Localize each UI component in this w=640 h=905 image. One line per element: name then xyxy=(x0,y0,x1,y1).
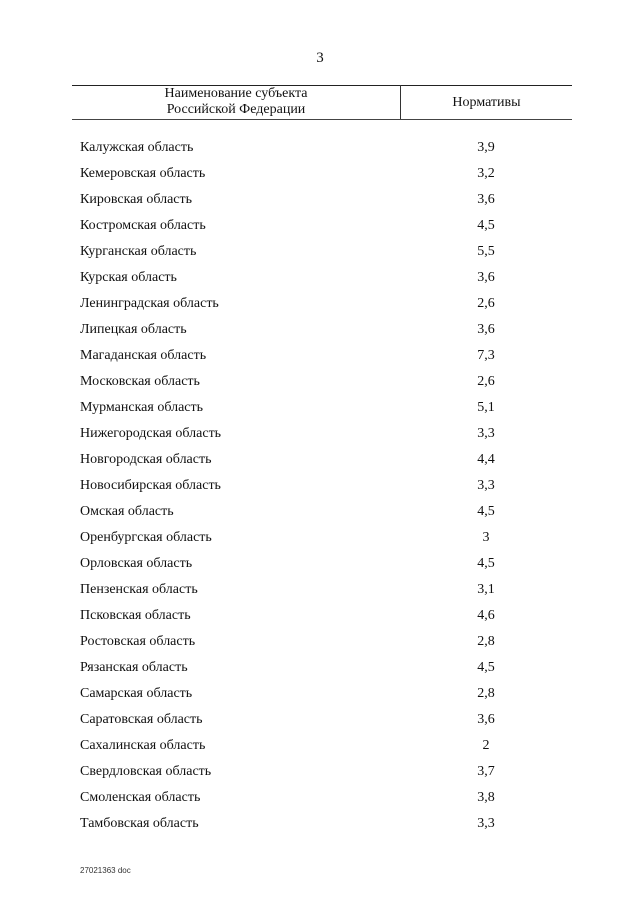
region-name: Нижегородская область xyxy=(80,426,222,441)
norm-value: 4,5 xyxy=(477,504,495,519)
region-name: Калужская область xyxy=(80,140,194,155)
document-code: 27021363 doc xyxy=(80,866,131,875)
norm-value: 5,5 xyxy=(477,244,495,259)
region-name: Магаданская область xyxy=(80,348,207,363)
region-name: Омская область xyxy=(80,504,174,519)
table-row xyxy=(0,735,640,761)
norm-value: 3,6 xyxy=(477,712,495,727)
region-name: Ростовская область xyxy=(80,634,196,649)
norm-value: 4,4 xyxy=(477,452,495,467)
norm-value: 4,5 xyxy=(477,556,495,571)
region-name: Оренбургская область xyxy=(80,530,212,545)
norm-value: 3,3 xyxy=(477,426,495,441)
region-name: Новосибирская область xyxy=(80,478,221,493)
region-name: Псковская область xyxy=(80,608,191,623)
region-name: Мурманская область xyxy=(80,400,204,415)
region-name: Пензенская область xyxy=(80,582,198,597)
region-name: Кировская область xyxy=(80,192,193,207)
table-row xyxy=(0,787,640,813)
table-row xyxy=(0,553,640,579)
table-row xyxy=(0,579,640,605)
table-row xyxy=(0,423,640,449)
table-row xyxy=(0,631,640,657)
column-header-value: Нормативы xyxy=(452,95,521,110)
region-name: Самарская область xyxy=(80,686,193,701)
table-row xyxy=(0,527,640,553)
table-row xyxy=(0,683,640,709)
norm-value: 3,6 xyxy=(477,192,495,207)
table-row xyxy=(0,397,640,423)
header-rule-bottom xyxy=(72,119,572,120)
norm-value: 3,1 xyxy=(477,582,495,597)
region-name: Тамбовская область xyxy=(80,816,199,831)
norm-value: 3,2 xyxy=(477,166,495,181)
table-row xyxy=(0,345,640,371)
norm-value: 3,6 xyxy=(477,322,495,337)
norm-value: 2,6 xyxy=(477,374,495,389)
table-row xyxy=(0,241,640,267)
region-name: Орловская область xyxy=(80,556,193,571)
norm-value: 5,1 xyxy=(477,400,495,415)
norm-value: 4,5 xyxy=(477,218,495,233)
region-name: Липецкая область xyxy=(80,322,187,337)
table-row xyxy=(0,605,640,631)
table-row xyxy=(0,813,640,839)
table-row xyxy=(0,449,640,475)
norm-value: 2,6 xyxy=(477,296,495,311)
norm-value: 2,8 xyxy=(477,686,495,701)
table-body xyxy=(0,137,640,839)
norm-value: 2,8 xyxy=(477,634,495,649)
table-row xyxy=(0,761,640,787)
table-row xyxy=(0,657,640,683)
norm-value: 3,6 xyxy=(477,270,495,285)
page-number: 3 xyxy=(316,50,324,66)
norm-value: 3,8 xyxy=(477,790,495,805)
region-name: Московская область xyxy=(80,374,200,389)
column-header-name xyxy=(72,86,400,118)
column-header-name-line2: Российской Федерации xyxy=(166,102,306,117)
region-name: Кемеровская область xyxy=(80,166,206,181)
norm-value: 4,6 xyxy=(477,608,495,623)
table-row xyxy=(0,215,640,241)
table-row xyxy=(0,137,640,163)
norm-value: 3 xyxy=(482,530,490,545)
region-name: Сахалинская область xyxy=(80,738,206,753)
region-name: Ленинградская область xyxy=(80,296,219,311)
region-name: Саратовская область xyxy=(80,712,203,727)
region-name: Свердловская область xyxy=(80,764,212,779)
table-row xyxy=(0,709,640,735)
norm-value: 3,3 xyxy=(477,478,495,493)
table-row xyxy=(0,319,640,345)
region-name: Рязанская область xyxy=(80,660,188,675)
table-row xyxy=(0,501,640,527)
norm-value: 3,3 xyxy=(477,816,495,831)
table-row xyxy=(0,371,640,397)
norm-value: 2 xyxy=(482,738,490,753)
table-row xyxy=(0,475,640,501)
table-row xyxy=(0,267,640,293)
table-row xyxy=(0,293,640,319)
region-name: Костромская область xyxy=(80,218,206,233)
norm-value: 3,9 xyxy=(477,140,495,155)
region-name: Новгородская область xyxy=(80,452,212,467)
norm-value: 3,7 xyxy=(477,764,495,779)
norm-value: 7,3 xyxy=(477,348,495,363)
table-row xyxy=(0,163,640,189)
region-name: Смоленская область xyxy=(80,790,201,805)
norm-value: 4,5 xyxy=(477,660,495,675)
column-header-name-line1: Наименование субъекта xyxy=(164,86,308,101)
region-name: Курганская область xyxy=(80,244,197,259)
region-name: Курская область xyxy=(80,270,177,285)
table-row xyxy=(0,189,640,215)
